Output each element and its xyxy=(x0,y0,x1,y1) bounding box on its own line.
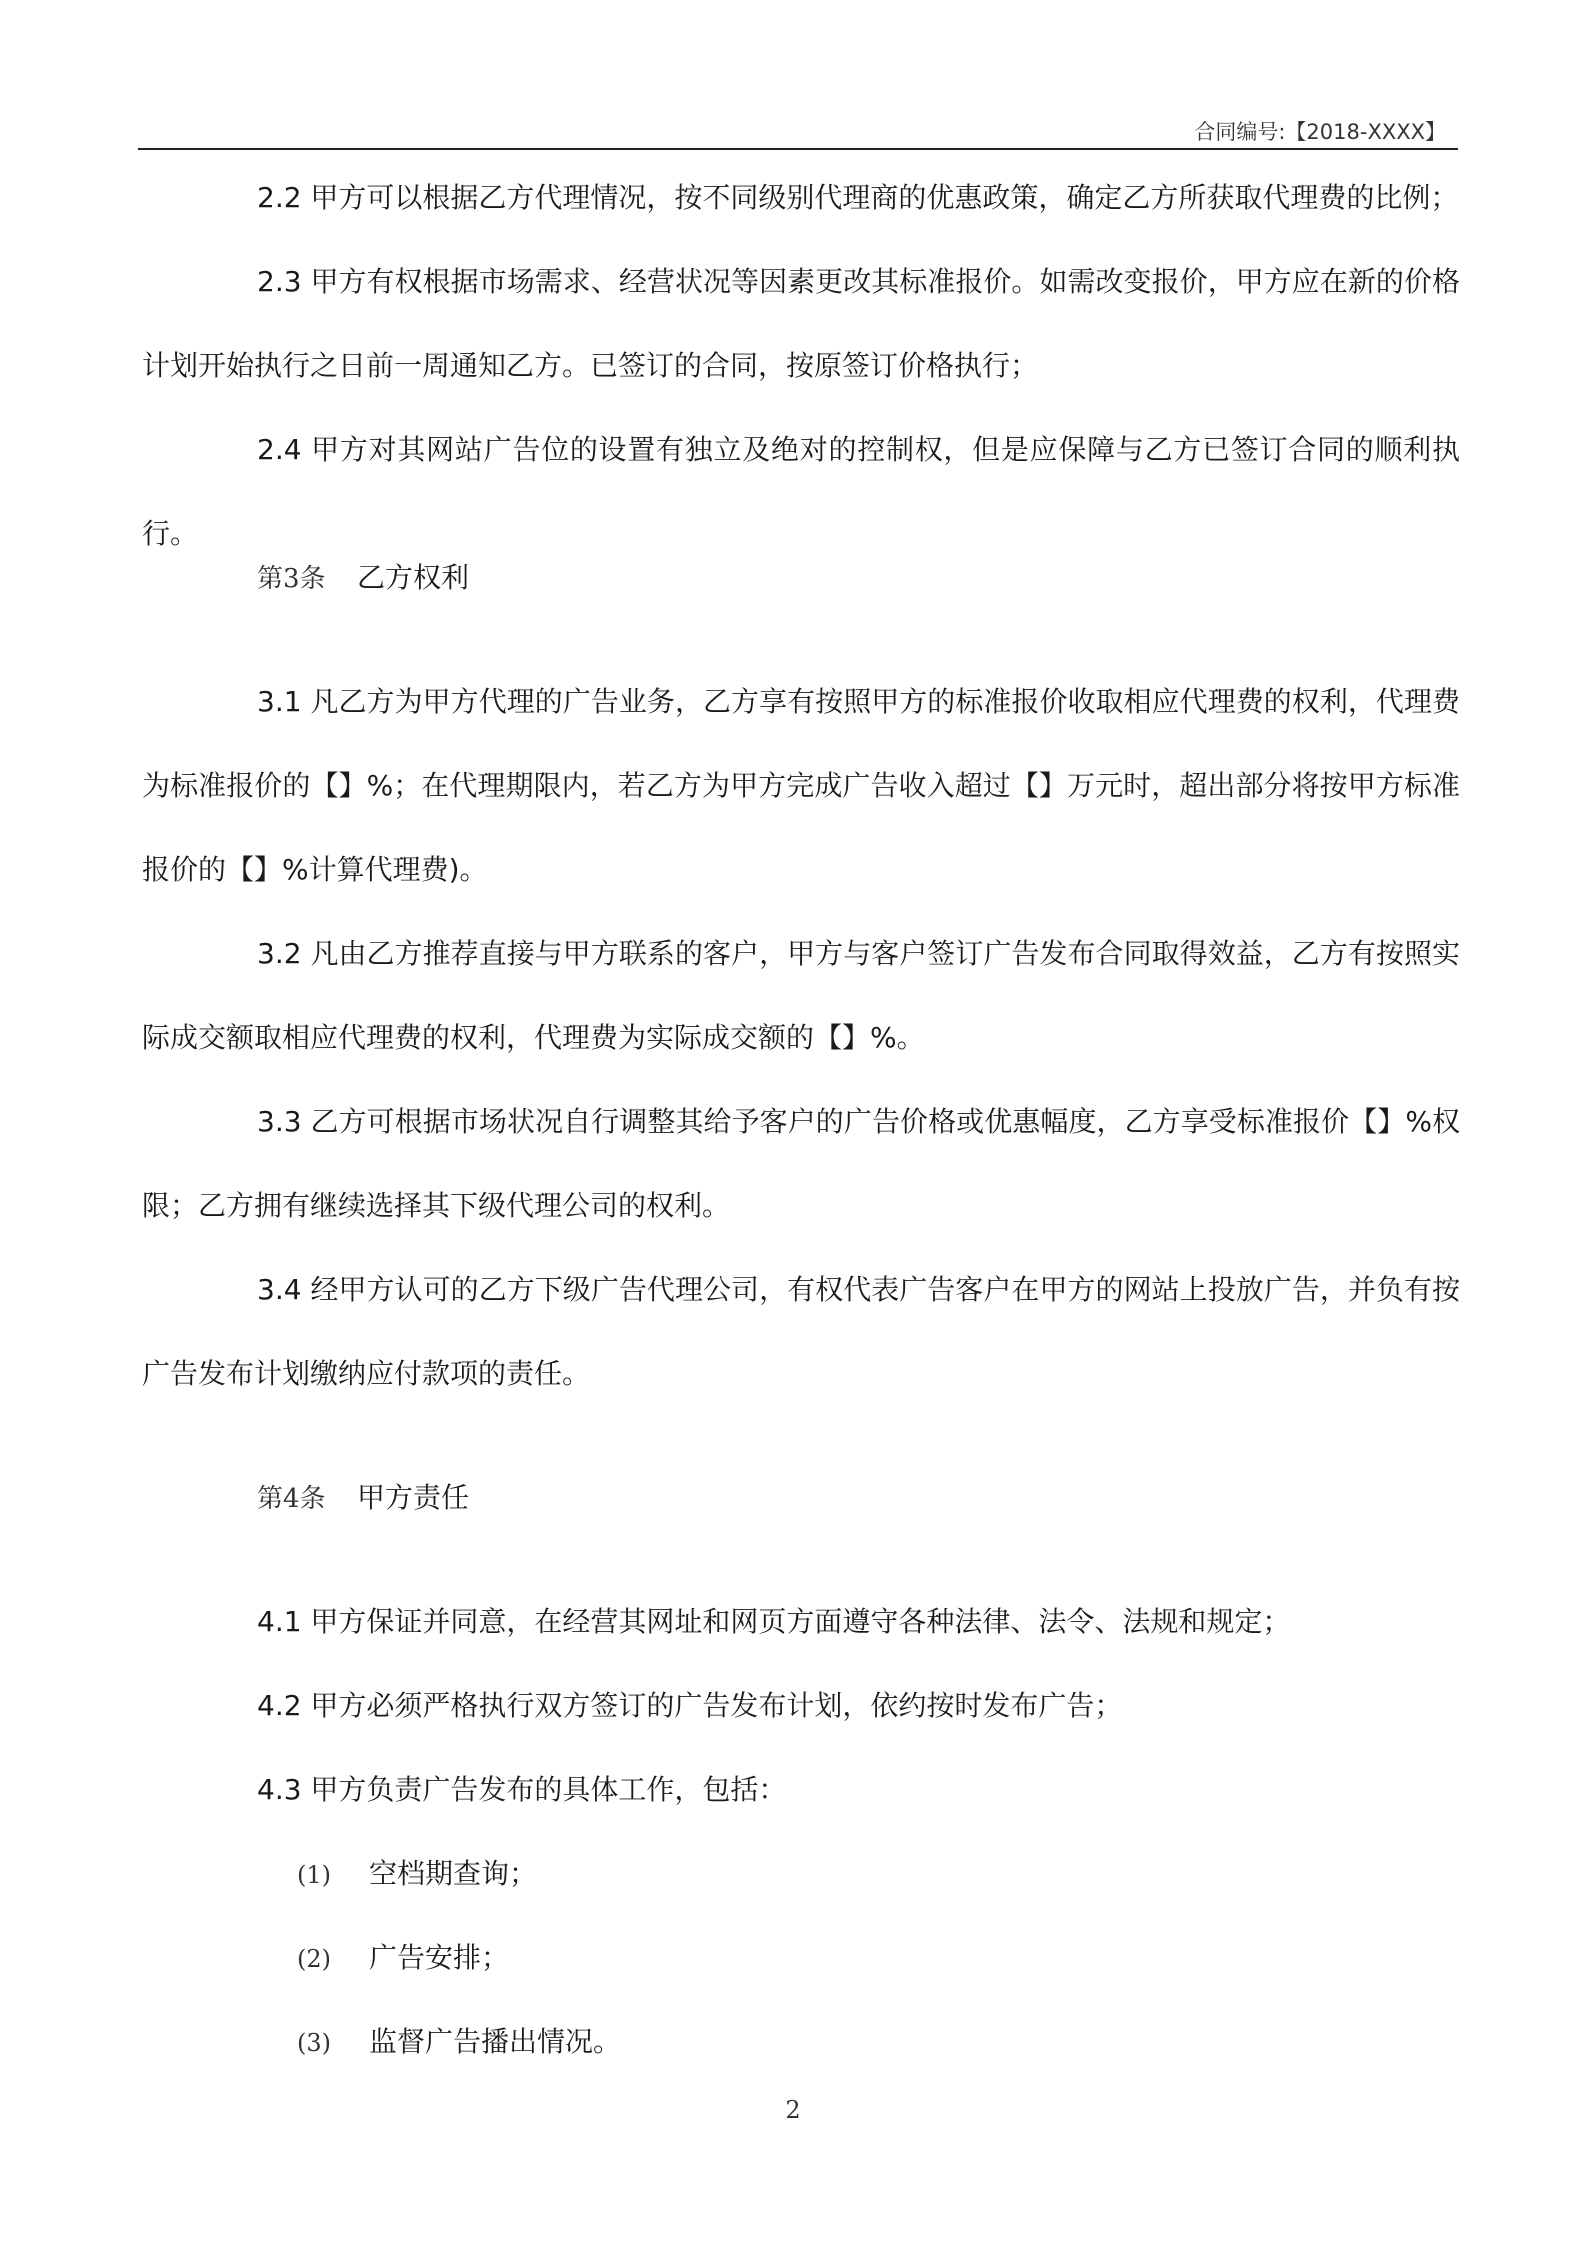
list-item xyxy=(297,1852,537,1892)
clause-4-3: 4.3 甲方负责广告发布的具体工作，包括： xyxy=(257,1773,787,1806)
clause-3-1: 3.1 凡乙方为甲方代理的广告业务，乙方享有按照甲方的标准报价收取相应代理费的权利，代理费为标准报价的【】%；在代理期限内，若乙方为甲方完成广告收入超过【】万元时，超出部分将按甲方标准报价的【】%计算代理费)。 xyxy=(142,685,1460,886)
list-marker: (2) xyxy=(297,1945,331,1973)
clause-3-3: 3.3 乙方可根据市场状况自行调整其给予客户的广告价格或优惠幅度，乙方享受标准报价【】%权限；乙方拥有继续选择其下级代理公司的权利。 xyxy=(142,1105,1460,1222)
section-4-number: 第4条 xyxy=(257,1484,326,1514)
list-item xyxy=(297,1936,509,1976)
section-3-number: 第3条 xyxy=(257,564,326,594)
list-item-text: 广告安排； xyxy=(369,1941,510,1974)
clause-2-4: 2.4 甲方对其网站广告位的设置有独立及绝对的控制权，但是应保障与乙方已签订合同的顺利执行。 xyxy=(142,433,1460,550)
clause-4-2: 4.2 甲方必须严格执行双方签订的广告发布计划，依约按时发布广告； xyxy=(257,1689,1123,1722)
section-3-heading xyxy=(257,556,469,596)
page-header xyxy=(138,108,1458,150)
list-item-text: 空档期查询； xyxy=(369,1857,538,1890)
clause-2-3: 2.3 甲方有权根据市场需求、经营状况等因素更改其标准报价。如需改变报价，甲方应在新的价格计划开始执行之日前一周通知乙方。已签订的合同，按原签订价格执行； xyxy=(142,265,1460,382)
list-item-text: 监督广告播出情况。 xyxy=(369,2025,622,2058)
clause-3-4: 3.4 经甲方认可的乙方下级广告代理公司，有权代表广告客户在甲方的网站上投放广告，并负有按广告发布计划缴纳应付款项的责任。 xyxy=(142,1273,1460,1390)
clause-3-2: 3.2 凡由乙方推荐直接与甲方联系的客户，甲方与客户签订广告发布合同取得效益，乙方有按照实际成交额取相应代理费的权利，代理费为实际成交额的【】%。 xyxy=(142,937,1460,1054)
contract-number: 合同编号:【2018-XXXX】 xyxy=(1194,120,1446,144)
list-marker: (3) xyxy=(297,2029,331,2057)
clause-4-1: 4.1 甲方保证并同意，在经营其网址和网页方面遵守各种法律、法令、法规和规定； xyxy=(257,1605,1291,1638)
section-4-title: 甲方责任 xyxy=(357,1481,470,1514)
section-4-heading xyxy=(257,1476,469,1516)
clause-2-2: 2.2 甲方可以根据乙方代理情况，按不同级别代理商的优惠政策，确定乙方所获取代理费的比例； xyxy=(257,181,1459,214)
list-item xyxy=(297,2020,621,2060)
list-marker: (1) xyxy=(297,1861,331,1889)
page-number: 2 xyxy=(785,2096,801,2124)
section-3-title: 乙方权利 xyxy=(357,561,470,594)
